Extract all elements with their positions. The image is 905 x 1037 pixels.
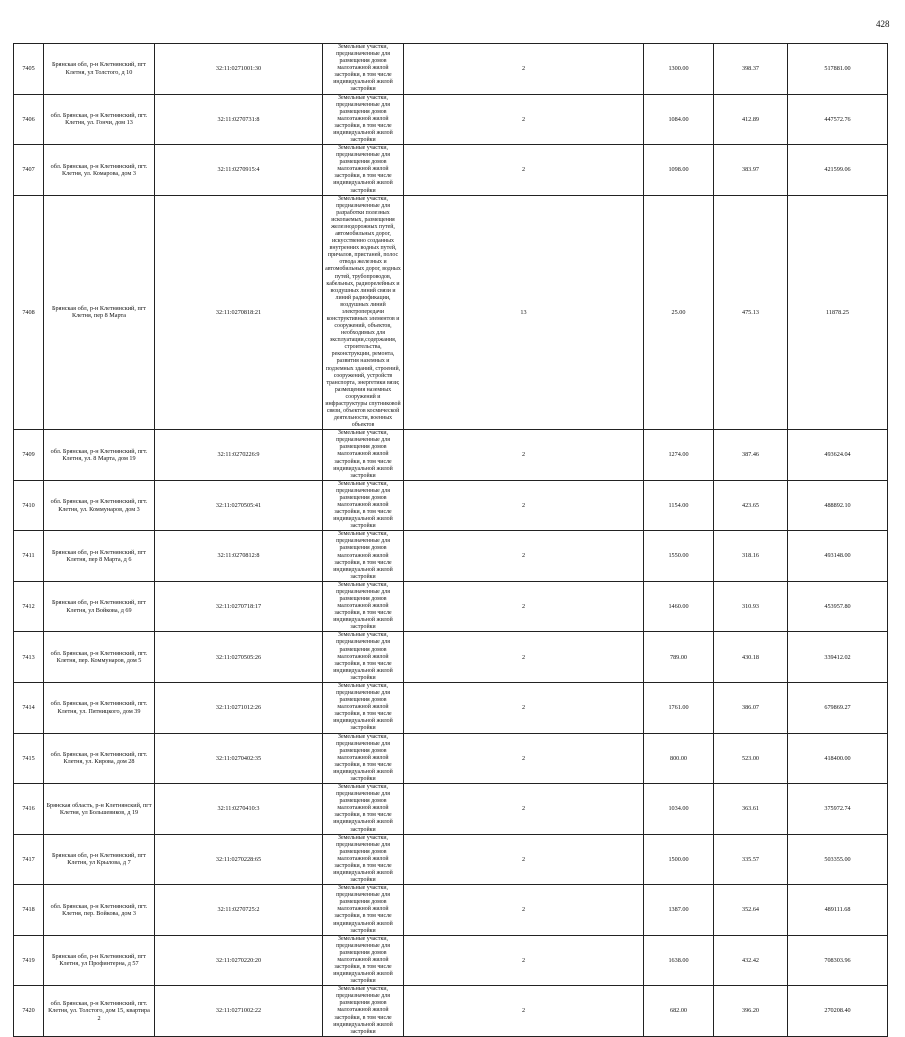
specific-value-cell: 396.20 (714, 986, 788, 1037)
use-group-cell: 2 (404, 885, 644, 936)
cadastral-value-cell: 489111.68 (788, 885, 888, 936)
use-group-cell: 2 (404, 834, 644, 885)
land-use-cell: Земельные участки, предназначенные для размещения домов малоэтажной жилой застройки, в том числе индивидуальной жилой застройки (323, 581, 404, 632)
area-cell: 1098.00 (644, 145, 714, 196)
area-cell: 1500.00 (644, 834, 714, 885)
use-group-cell: 2 (404, 581, 644, 632)
cadastral-value-cell: 421599.06 (788, 145, 888, 196)
area-cell: 1550.00 (644, 531, 714, 582)
use-group-cell: 2 (404, 531, 644, 582)
row-number-cell: 7419 (14, 935, 44, 986)
table-row (14, 935, 888, 986)
table-row (14, 682, 888, 733)
cadastral-number-cell: 32:11:0270410:3 (155, 784, 323, 835)
cadastral-number-cell: 32:11:0270505:26 (155, 632, 323, 683)
land-use-cell: Земельные участки, предназначенные для размещения домов малоэтажной жилой застройки, в том числе индивидуальной жилой застройки (323, 986, 404, 1037)
land-use-cell: Земельные участки, предназначенные для размещения домов малоэтажной жилой застройки, в том числе индивидуальной жилой застройки (323, 145, 404, 196)
area-cell: 1638.00 (644, 935, 714, 986)
cadastral-value-cell: 375972.74 (788, 784, 888, 835)
row-number-cell: 7408 (14, 195, 44, 430)
row-number-cell: 7418 (14, 885, 44, 936)
use-group-cell: 2 (404, 44, 644, 95)
address-cell: обл. Брянская, р-н Клетнянский, пгт. Клетня, ул. Пятницкого, дом 39 (44, 682, 155, 733)
cadastral-value-cell: 503355.00 (788, 834, 888, 885)
specific-value-cell: 386.07 (714, 682, 788, 733)
table-row (14, 480, 888, 531)
row-number-cell: 7406 (14, 94, 44, 145)
land-use-cell: Земельные участки, предназначенные для размещения домов малоэтажной жилой застройки, в том числе индивидуальной жилой застройки (323, 834, 404, 885)
row-number-cell: 7416 (14, 784, 44, 835)
cadastral-value-cell: 517881.00 (788, 44, 888, 95)
land-use-cell: Земельные участки, предназначенные для размещения домов малоэтажной жилой застройки, в том числе индивидуальной жилой застройки (323, 784, 404, 835)
specific-value-cell: 412.89 (714, 94, 788, 145)
land-use-cell: Земельные участки, предназначенные для размещения домов малоэтажной жилой застройки, в том числе индивидуальной жилой застройки (323, 430, 404, 481)
cadastral-number-cell: 32:11:0270718:17 (155, 581, 323, 632)
cadastral-value-cell: 339412.02 (788, 632, 888, 683)
land-use-cell: Земельные участки, предназначенные для разработки полезных ископаемых, размещения железнодорожных путей, автомобильных дорог, искусственно созданных внутренних водных путей, причалов, пристаней, полос отвода железных и автомобильных дорог, водных путей, трубопроводов, кабельных, радиорелейных и воздушных линий связи и линий радиофикации, воздушных линий электропередачи конструктивных элементов и сооружений, объектов, необходимых для эксплуатации,содержания, строительства, реконструкции, ремонта, развития наземных и подземных зданий, строений, сооружений, устройств транспорта, энергетики вязи; размещения наземных сооружений и инфраструктуры спутниковой связи, объектов космической деятельности, военных объектов (323, 195, 404, 430)
use-group-cell: 2 (404, 480, 644, 531)
address-cell: обл. Брянская, р-н Клетнянский, пгт. Клетня, пер. Войкова, дом 3 (44, 885, 155, 936)
address-cell: Брянская обл, р-н Клетнянский, пгт Клетня, ул Войкова, д 69 (44, 581, 155, 632)
land-use-cell: Земельные участки, предназначенные для размещения домов малоэтажной жилой застройки, в том числе индивидуальной жилой застройки (323, 733, 404, 784)
cadastral-number-cell: 32:11:0270818:21 (155, 195, 323, 430)
specific-value-cell: 523.00 (714, 733, 788, 784)
cadastral-value-cell: 447572.76 (788, 94, 888, 145)
use-group-cell: 2 (404, 94, 644, 145)
specific-value-cell: 318.16 (714, 531, 788, 582)
row-number-cell: 7412 (14, 581, 44, 632)
table-row (14, 632, 888, 683)
table-row (14, 145, 888, 196)
use-group-cell: 13 (404, 195, 644, 430)
area-cell: 1300.00 (644, 44, 714, 95)
use-group-cell: 2 (404, 682, 644, 733)
address-cell: Брянская область, р-н Клетнянский, пгт Клетня, ул Большевиков, д 19 (44, 784, 155, 835)
cadastral-value-cell: 493624.04 (788, 430, 888, 481)
table-row (14, 986, 888, 1037)
area-cell: 1387.00 (644, 885, 714, 936)
cadastral-value-table (13, 43, 888, 1037)
land-use-cell: Земельные участки, предназначенные для размещения домов малоэтажной жилой застройки, в том числе индивидуальной жилой застройки (323, 44, 404, 95)
address-cell: обл. Брянская, р-н Клетнянский, пгт. Клетня, ул. Кирова, дом 28 (44, 733, 155, 784)
land-use-cell: Земельные участки, предназначенные для размещения домов малоэтажной жилой застройки, в том числе индивидуальной жилой застройки (323, 480, 404, 531)
table-row (14, 94, 888, 145)
use-group-cell: 2 (404, 733, 644, 784)
address-cell: Брянская обл, р-н Клетнянский, пгт Клетня, ул Профинтерна, д 57 (44, 935, 155, 986)
address-cell: Брянская обл, р-н Клетнянский, пгт Клетня, ул Толстого, д 10 (44, 44, 155, 95)
row-number-cell: 7407 (14, 145, 44, 196)
specific-value-cell: 398.37 (714, 44, 788, 95)
land-use-cell: Земельные участки, предназначенные для размещения домов малоэтажной жилой застройки, в том числе индивидуальной жилой застройки (323, 885, 404, 936)
cadastral-number-cell: 32:11:0270402:35 (155, 733, 323, 784)
row-number-cell: 7410 (14, 480, 44, 531)
specific-value-cell: 352.64 (714, 885, 788, 936)
cadastral-number-cell: 32:11:0271012:26 (155, 682, 323, 733)
row-number-cell: 7411 (14, 531, 44, 582)
address-cell: обл. Брянская, р-н Клетнянский, пгт. Клетня, ул. Коммунаров, дом 3 (44, 480, 155, 531)
cadastral-number-cell: 32:11:0270725:2 (155, 885, 323, 936)
specific-value-cell: 475.13 (714, 195, 788, 430)
cadastral-value-cell: 11878.25 (788, 195, 888, 430)
row-number-cell: 7420 (14, 986, 44, 1037)
cadastral-number-cell: 32:11:0270505:41 (155, 480, 323, 531)
cadastral-value-cell: 488892.10 (788, 480, 888, 531)
use-group-cell: 2 (404, 986, 644, 1037)
table-row (14, 885, 888, 936)
page-number: 428 (876, 19, 890, 29)
address-cell: обл. Брянская, р-н Клетнянский, пгт. Клетня, ул. Толстого, дом 15, квартира 2 (44, 986, 155, 1037)
land-use-cell: Земельные участки, предназначенные для размещения домов малоэтажной жилой застройки, в том числе индивидуальной жилой застройки (323, 935, 404, 986)
area-cell: 1084.00 (644, 94, 714, 145)
use-group-cell: 2 (404, 632, 644, 683)
address-cell: Брянская обл, р-н Клетнянский, пгт Клетня, пер 8 Марта (44, 195, 155, 430)
table-row (14, 531, 888, 582)
specific-value-cell: 310.93 (714, 581, 788, 632)
row-number-cell: 7405 (14, 44, 44, 95)
row-number-cell: 7413 (14, 632, 44, 683)
cadastral-value-cell: 708303.96 (788, 935, 888, 986)
cadastral-number-cell: 32:11:0270220:20 (155, 935, 323, 986)
address-cell: обл. Брянская, р-н Клетнянский, пгт. Клетня, ул. 8 Марта, дом 19 (44, 430, 155, 481)
address-cell: Брянская обл, р-н Клетнянский, пгт Клетня, пер 8 Марта, д 6 (44, 531, 155, 582)
row-number-cell: 7415 (14, 733, 44, 784)
table-row (14, 44, 888, 95)
specific-value-cell: 335.57 (714, 834, 788, 885)
cadastral-value-cell: 418400.00 (788, 733, 888, 784)
use-group-cell: 2 (404, 145, 644, 196)
cadastral-value-cell: 679869.27 (788, 682, 888, 733)
table-row (14, 195, 888, 430)
area-cell: 25.00 (644, 195, 714, 430)
cadastral-value-cell: 453957.80 (788, 581, 888, 632)
address-cell: обл. Брянская, р-н Клетнянский, пгт. Клетня, ул. Гончи, дом 13 (44, 94, 155, 145)
table-row (14, 430, 888, 481)
land-use-cell: Земельные участки, предназначенные для размещения домов малоэтажной жилой застройки, в том числе индивидуальной жилой застройки (323, 632, 404, 683)
table-row (14, 784, 888, 835)
table-body (14, 44, 888, 1037)
table-row (14, 581, 888, 632)
table-row (14, 834, 888, 885)
specific-value-cell: 430.18 (714, 632, 788, 683)
specific-value-cell: 432.42 (714, 935, 788, 986)
cadastral-value-cell: 493148.00 (788, 531, 888, 582)
row-number-cell: 7414 (14, 682, 44, 733)
cadastral-number-cell: 32:11:0270812:8 (155, 531, 323, 582)
use-group-cell: 2 (404, 784, 644, 835)
address-cell: Брянская обл, р-н Клетнянский, пгт Клетня, ул Крылова, д 7 (44, 834, 155, 885)
address-cell: обл. Брянская, р-н Клетнянский, пгт. Клетня, ул. Комарова, дом 3 (44, 145, 155, 196)
cadastral-number-cell: 32:11:0270228:65 (155, 834, 323, 885)
area-cell: 1761.00 (644, 682, 714, 733)
table-row (14, 733, 888, 784)
area-cell: 1034.00 (644, 784, 714, 835)
use-group-cell: 2 (404, 935, 644, 986)
specific-value-cell: 383.97 (714, 145, 788, 196)
cadastral-number-cell: 32:11:0270226:9 (155, 430, 323, 481)
land-use-cell: Земельные участки, предназначенные для размещения домов малоэтажной жилой застройки, в том числе индивидуальной жилой застройки (323, 94, 404, 145)
specific-value-cell: 387.46 (714, 430, 788, 481)
address-cell: обл. Брянская, р-н Клетнянский, пгт. Клетня, пер. Коммунаров, дом 5 (44, 632, 155, 683)
specific-value-cell: 363.61 (714, 784, 788, 835)
cadastral-value-cell: 270208.40 (788, 986, 888, 1037)
land-use-cell: Земельные участки, предназначенные для размещения домов малоэтажной жилой застройки, в том числе индивидуальной жилой застройки (323, 531, 404, 582)
area-cell: 682.00 (644, 986, 714, 1037)
area-cell: 1154.00 (644, 480, 714, 531)
cadastral-number-cell: 32:11:0271002:22 (155, 986, 323, 1037)
area-cell: 789.00 (644, 632, 714, 683)
use-group-cell: 2 (404, 430, 644, 481)
cadastral-number-cell: 32:11:0271001:30 (155, 44, 323, 95)
cadastral-number-cell: 32:11:0270731:8 (155, 94, 323, 145)
area-cell: 800.00 (644, 733, 714, 784)
row-number-cell: 7409 (14, 430, 44, 481)
area-cell: 1460.00 (644, 581, 714, 632)
specific-value-cell: 423.65 (714, 480, 788, 531)
row-number-cell: 7417 (14, 834, 44, 885)
cadastral-number-cell: 32:11:0270915:4 (155, 145, 323, 196)
area-cell: 1274.00 (644, 430, 714, 481)
land-use-cell: Земельные участки, предназначенные для размещения домов малоэтажной жилой застройки, в том числе индивидуальной жилой застройки (323, 682, 404, 733)
